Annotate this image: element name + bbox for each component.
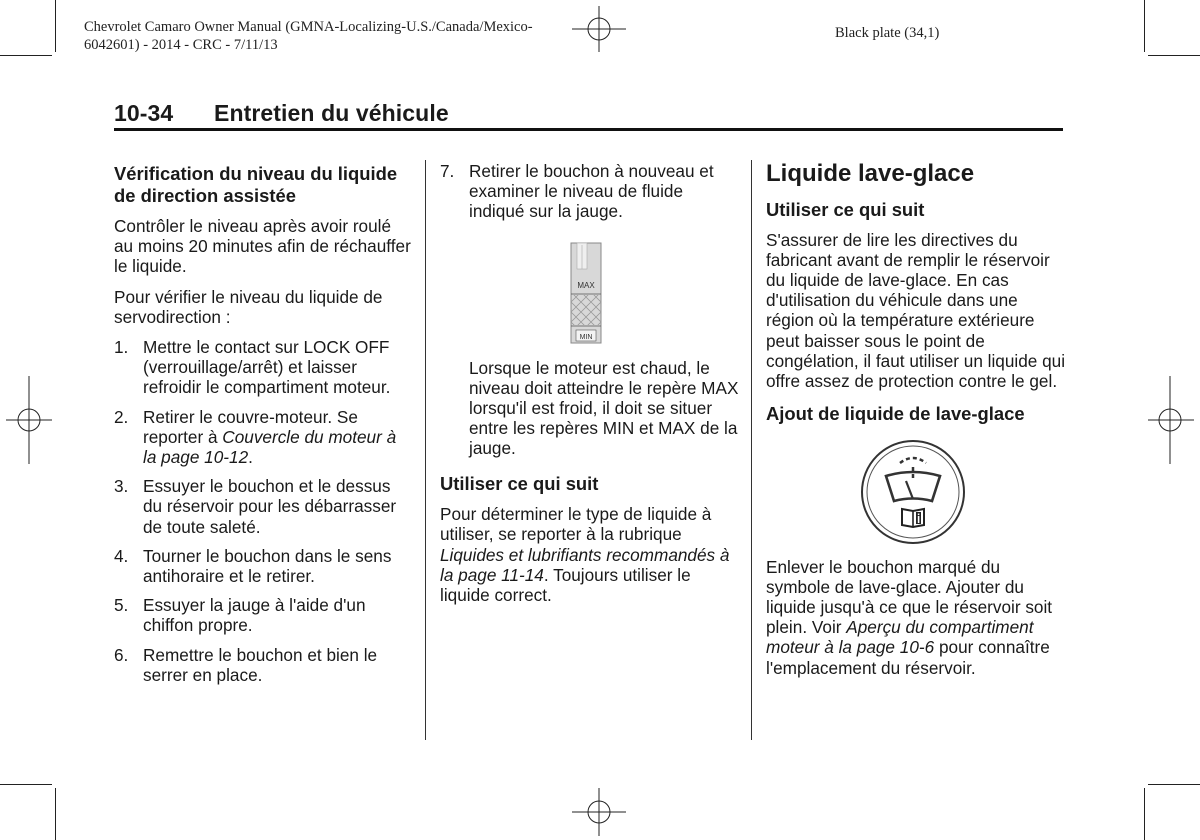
subheading-add-fluid: Ajout de liquide de lave-glace	[766, 403, 1025, 425]
page-number: 10-34	[114, 100, 174, 126]
column-divider-2	[751, 160, 752, 740]
paragraph: Lorsque le moteur est chaud, le niveau doit atteindre le repère MAX lorsqu'il est froid, il doit se situer entre les repères MIN et MAX de la jauge.	[469, 357, 739, 459]
gauge-min-label: MIN	[579, 333, 593, 341]
gauge-max-label: MAX	[577, 280, 595, 290]
print-slug-line1: Chevrolet Camaro Owner Manual (GMNA-Localizing-U.S./Canada/Mexico-	[84, 19, 533, 35]
list-item: 7. Retirer le bouchon à nouveau et examiner le niveau de fluide indiqué sur la jauge.	[440, 161, 714, 222]
column-1	[114, 163, 414, 694]
washer-fluid-heading: Liquide lave-glace	[766, 160, 975, 187]
registration-mark-top	[572, 6, 626, 52]
column-3	[766, 160, 1066, 688]
paragraph: Pour déterminer le type de liquide à utiliser, se reporter à la rubrique Liquides et lubrifiants recommandés à la page 11-14. Toujours utiliser le liquide correct.	[440, 504, 730, 605]
running-head	[114, 100, 449, 127]
paragraph: Pour vérifier le niveau du liquide de servodirection :	[114, 286, 383, 327]
procedure-steps-continued	[440, 161, 740, 222]
subheading-use: Utiliser ce qui suit	[766, 199, 925, 220]
list-item: 2. Retirer le couvre-moteur. Se reporter à Couvercle du moteur à la page 10-12.	[114, 406, 397, 468]
list-item: 4. Tourner le bouchon dans le sens antihoraire et le retirer.	[114, 545, 392, 587]
print-slug-line2: 6042601) - 2014 - CRC - 7/11/13	[84, 37, 278, 53]
paragraph: S'assurer de lire les directives du fabricant avant de remplir le réservoir du liquide de lave-glace. En cas d'utilisation du véhicule dans une région où la température extérieure peut baisser sous le point de congélation, il faut utiliser un liquide qui offre assez de protection contre le gel.	[766, 229, 1066, 391]
registration-mark-left	[6, 376, 52, 464]
registration-mark-bottom	[572, 788, 626, 836]
plate-label: Black plate (34,1)	[835, 25, 940, 41]
power-steering-heading: Vérification du niveau du liquide de direction assistée	[114, 163, 398, 206]
cross-reference-link[interactable]: Couvercle du moteur à la page 10-12	[143, 426, 397, 468]
cross-reference-link[interactable]: Aperçu du compartiment moteur à la page 10-6	[766, 617, 1034, 658]
column-2	[440, 161, 740, 615]
washer-fluid-symbol-icon	[860, 439, 966, 545]
list-item: 3. Essuyer le bouchon et le dessus du réservoir pour les débarrasser de toute saleté.	[114, 476, 397, 537]
column-divider-1	[425, 160, 426, 740]
owner-manual-book-icon	[902, 509, 924, 527]
paragraph: Enlever le bouchon marqué du symbole de lave-glace. Ajouter du liquide jusqu'à ce que le réservoir soit plein. Voir Aperçu du compartiment moteur à la page 10-6 pour connaître l'emplacement du réservoir.	[766, 556, 1053, 678]
registration-mark-right	[1148, 376, 1194, 464]
cross-reference-link[interactable]: Liquides et lubrifiants recommandés à la page 11-14	[440, 544, 730, 585]
section-title: Entretien du véhicule	[214, 100, 449, 126]
dipstick-gauge-illustration	[566, 242, 616, 344]
subheading-use: Utiliser ce qui suit	[440, 472, 599, 494]
header-rule	[114, 128, 1063, 131]
list-item: 5. Essuyer la jauge à l'aide d'un chiffon propre.	[114, 595, 366, 636]
list-item: 1. Mettre le contact sur LOCK OFF (verrouillage/arrêt) et laisser refroidir le compartiment moteur.	[114, 337, 391, 398]
paragraph: Contrôler le niveau après avoir roulé au moins 20 minutes afin de réchauffer le liquide.	[114, 216, 411, 277]
procedure-steps	[114, 337, 414, 685]
list-item: 6. Remettre le bouchon et bien le serrer en place.	[114, 644, 378, 685]
